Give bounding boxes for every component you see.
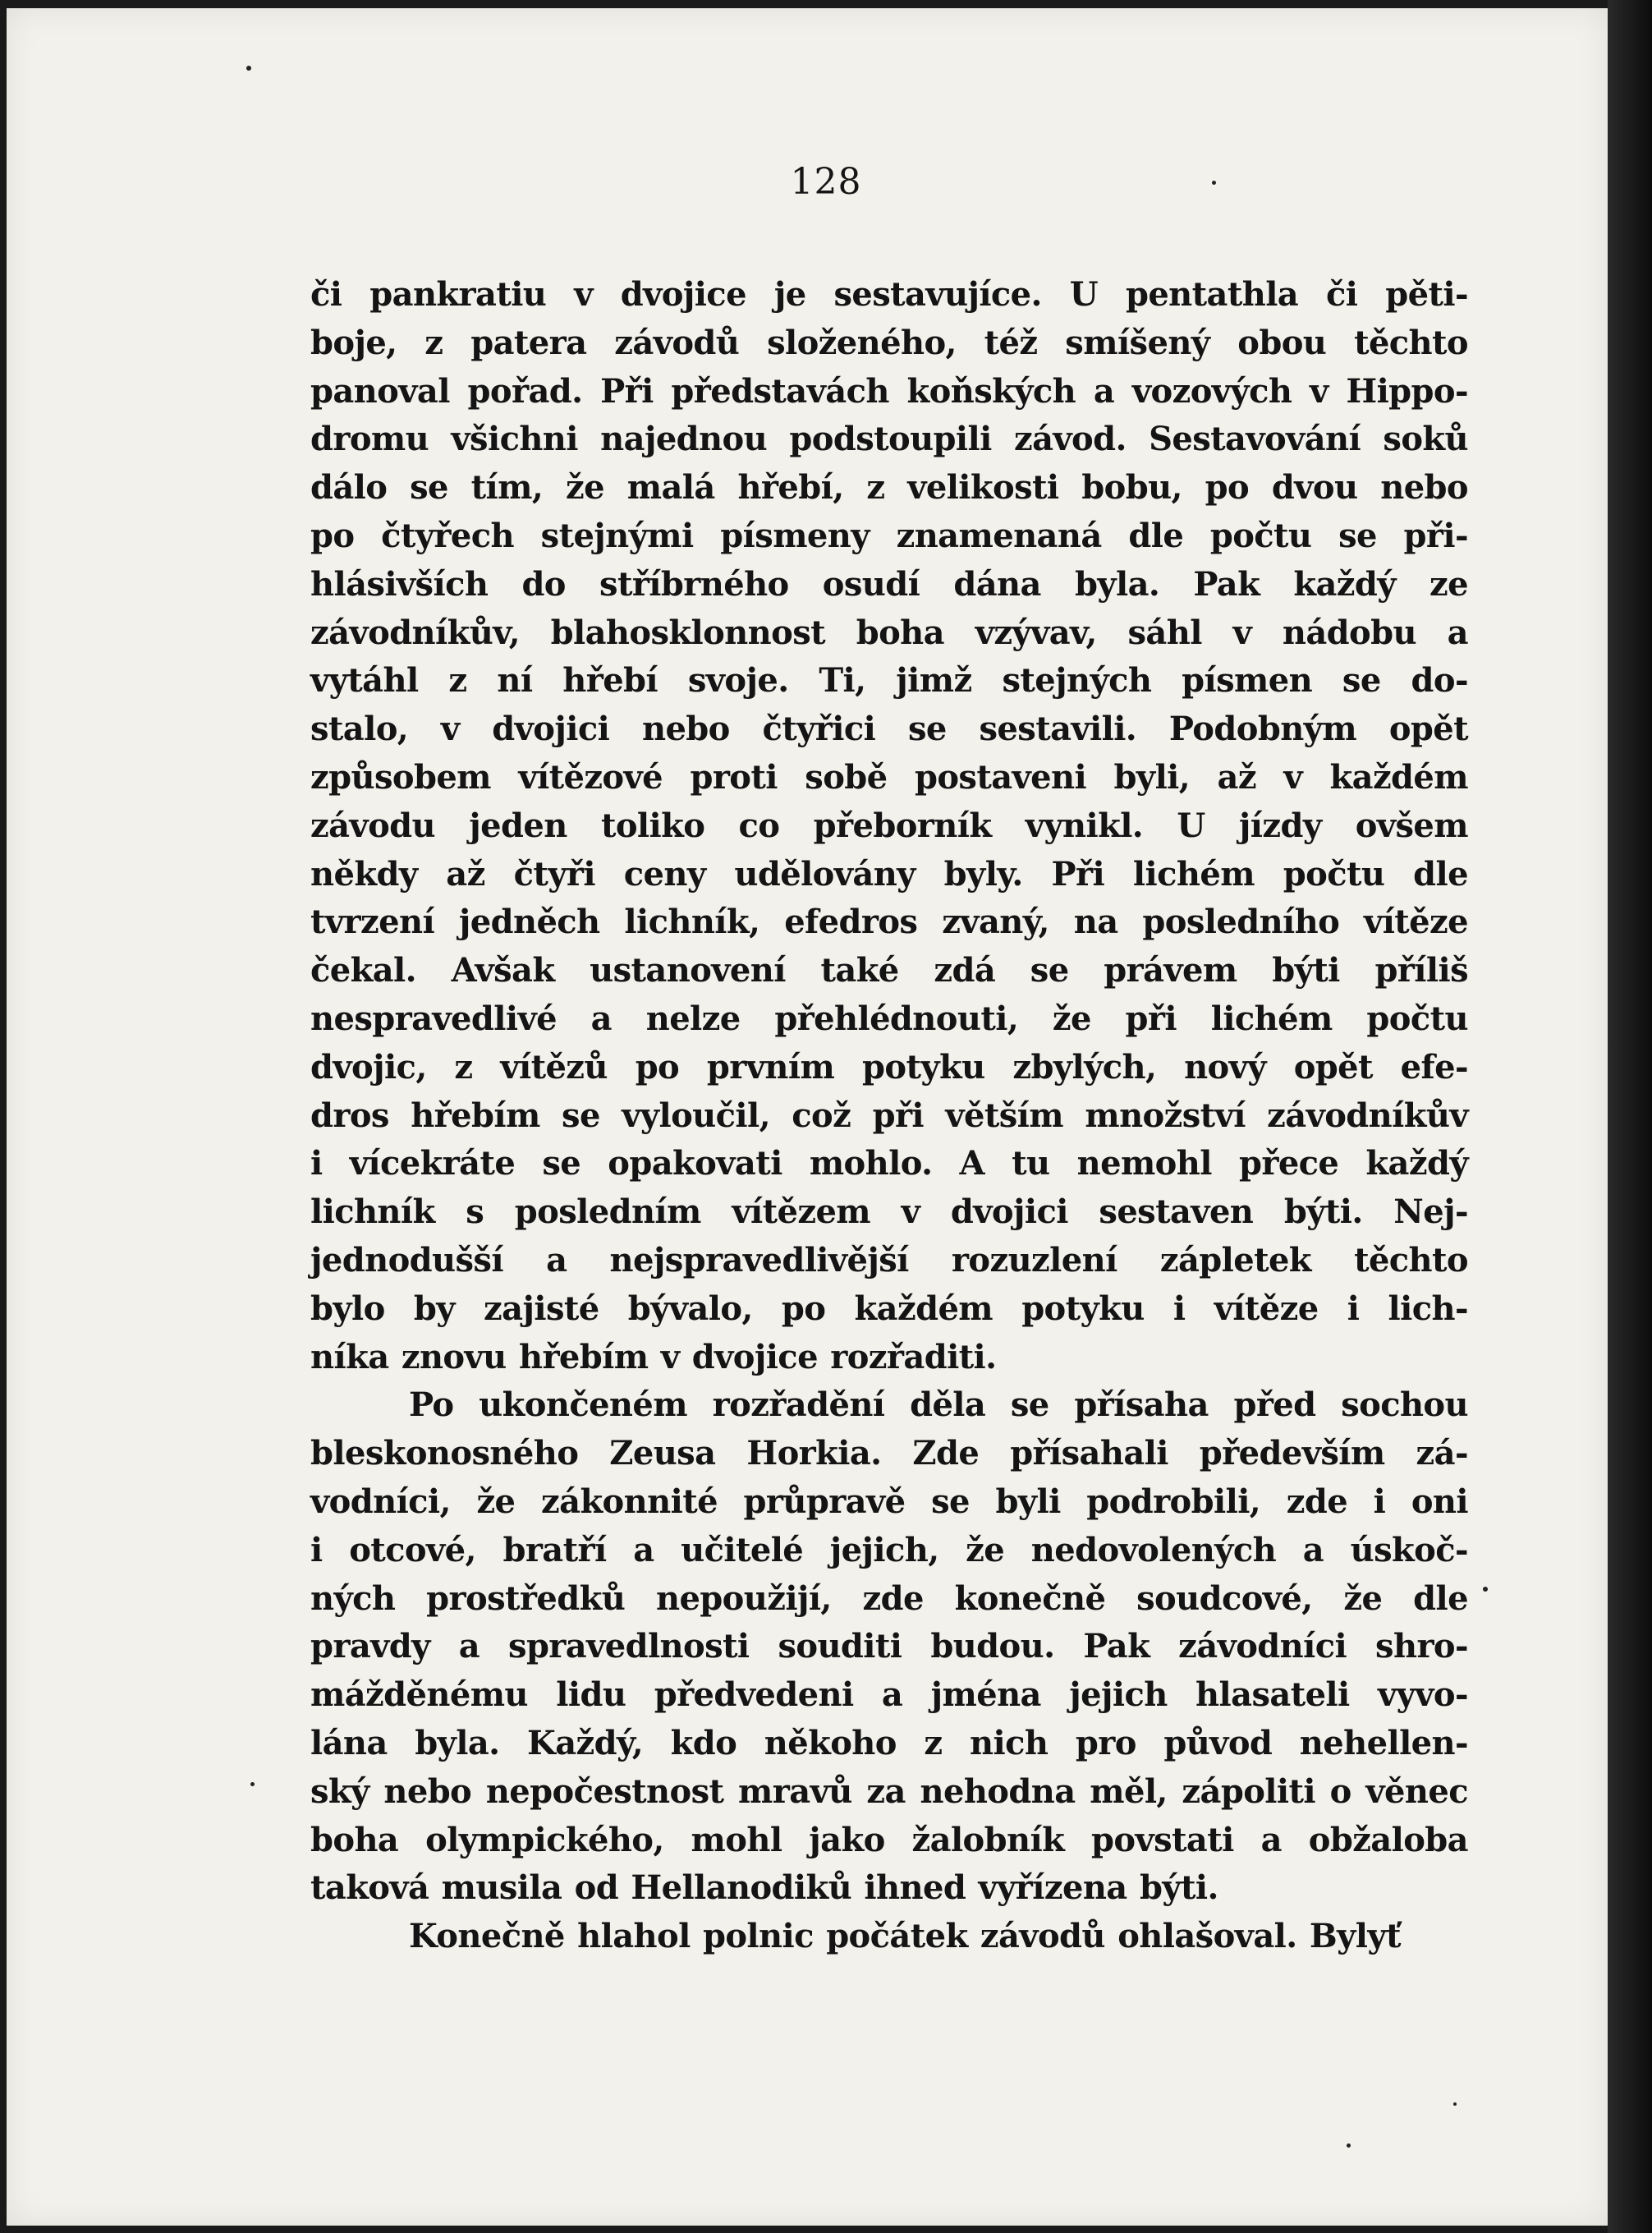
text-line: čekal. Avšak ustanovení také zdá se právem býti příliš [310, 951, 1468, 990]
text-line: Konečně hlahol polnic počátek závodů ohlašoval. Bylyť [409, 1917, 1401, 1956]
text-line: i otcové, bratří a učitelé jejich, že nedovolených a úskoč- [310, 1530, 1468, 1569]
text-line: lichník s posledním vítězem v dvojici sestaven býti. Nej- [310, 1192, 1468, 1232]
text-line: ský nebo nepočestnost mravů za nehodna měl, zápoliti o věnec [310, 1771, 1468, 1811]
text-line: i vícekráte se opakovati mohlo. A tu nemohl přece každý [310, 1144, 1468, 1183]
text-line: někdy až čtyři ceny udělovány byly. Při lichém počtu dle [310, 854, 1468, 894]
text-line: bleskonosného Zeusa Horkia. Zde přísahali především zá- [310, 1434, 1468, 1473]
paragraph [310, 1381, 1468, 1913]
text-line: či pankratiu v dvojice je sestavujíce. U pentathla či pěti- [310, 275, 1468, 314]
page-edge-shadow [1608, 0, 1652, 2233]
scan-speck [1483, 1587, 1488, 1592]
text-line: panoval pořad. Při představách koňských a vozových v Hippo- [310, 371, 1468, 411]
scan-speck [1453, 2102, 1457, 2106]
text-line: hlásivších do stříbrného osudí dána byla. Pak každý ze [310, 564, 1468, 604]
text-line: Po ukončeném rozřadění děla se přísaha před sochou [409, 1385, 1468, 1425]
text-line: způsobem vítězové proti sobě postaveni byli, až v každém [310, 757, 1468, 797]
text-line: taková musila od Hellanodiků ihned vyřízena býti. [310, 1868, 1218, 1908]
text-line: dros hřebím se vyloučil, což při větším množství závodníkův [310, 1096, 1468, 1135]
text-line: závodu jeden toliko co přeborník vynikl. U jízdy ovšem [310, 806, 1468, 845]
text-line: boje, z patera závodů složeného, též smíšený obou těchto [310, 323, 1468, 362]
body-text [310, 271, 1468, 1961]
text-line: vodníci, že zákonnité průpravě se byli podrobili, zde i oni [310, 1482, 1468, 1521]
text-line: po čtyřech stejnými písmeny znamenaná dle počtu se při- [310, 516, 1468, 555]
text-line: pravdy a spravedlnosti souditi budou. Pak závodníci shro- [310, 1627, 1468, 1666]
text-line: dromu všichni najednou podstoupili závod. Sestavování soků [310, 420, 1468, 459]
text-line: mážděnému lidu předvedeni a jména jejich hlasateli vyvo- [310, 1675, 1468, 1715]
text-line: vytáhl z ní hřebí svoje. Ti, jimž stejných písmen se do- [310, 661, 1468, 701]
text-line: níka znovu hřebím v dvojice rozřaditi. [310, 1337, 997, 1376]
text-line: dvojic, z vítězů po prvním potyku zbylých, nový opět efe- [310, 1047, 1468, 1087]
text-line: závodníkův, blahosklonnost boha vzývav, sáhl v nádobu a [310, 613, 1468, 652]
text-line: jednodušší a nejspravedlivější rozuzlení zápletek těchto [310, 1240, 1468, 1280]
text-line: boha olympického, mohl jako žalobník povstati a obžaloba [310, 1820, 1468, 1859]
paragraph [310, 271, 1468, 1381]
text-line: ných prostředků nepoužijí, zde konečně soudcové, že dle [310, 1578, 1468, 1618]
page-number: 128 [790, 161, 862, 203]
scan-speck [1347, 2143, 1351, 2148]
scan-speck [250, 1782, 255, 1786]
paragraph [310, 1913, 1468, 1961]
text-line: lána byla. Každý, kdo někoho z nich pro původ nehellen- [310, 1723, 1468, 1762]
text-line: bylo by zajisté bývalo, po každém potyku i vítěze i lich- [310, 1289, 1468, 1328]
text-line: tvrzení jedněch lichník, efedros zvaný, na posledního vítěze [310, 903, 1468, 942]
text-line: dálo se tím, že malá hřebí, z velikosti bobu, po dvou nebo [310, 468, 1468, 508]
text-line: stalo, v dvojici nebo čtyřici se sestavili. Podobným opět [310, 710, 1468, 749]
text-line: nespravedlivé a nelze přehlédnouti, že při lichém počtu [310, 999, 1468, 1038]
scan-speck [246, 66, 251, 71]
